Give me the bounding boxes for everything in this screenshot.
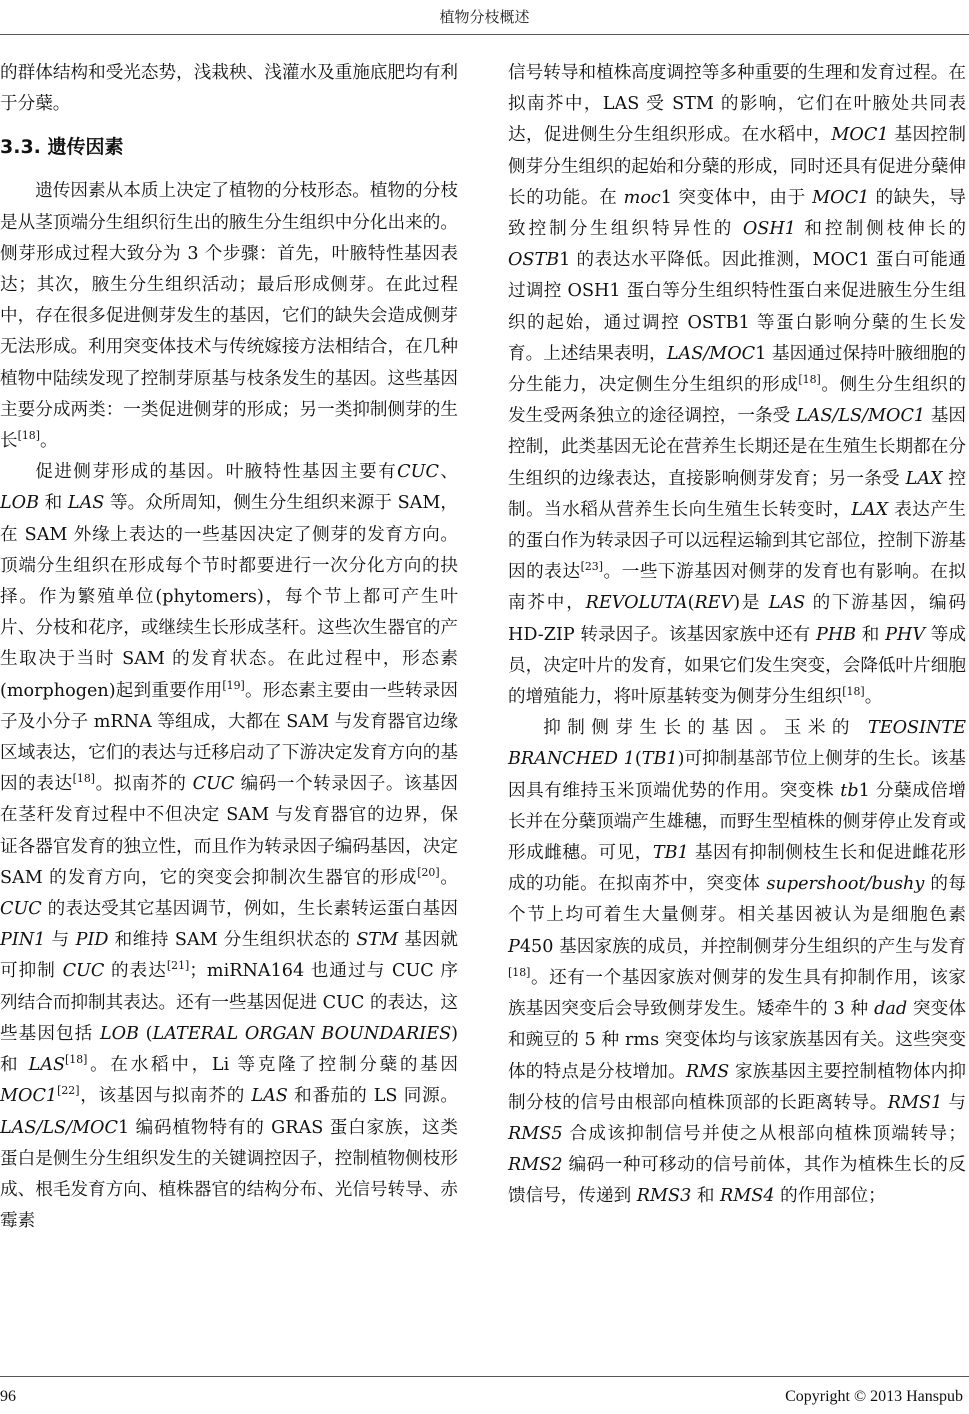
gene-name: LAS/LS/MOC [0, 1117, 118, 1138]
text-span: 1 分蘖成倍增长并在分蘖顶端产生雄穗，而野生型植株的侧芽停止发育或形成雌穗。可见， [508, 780, 966, 864]
citation: [18] [508, 966, 531, 980]
text-span: 的表达 [104, 961, 167, 982]
section-heading: 3.3. 遗传因素 [0, 136, 124, 159]
gene-name: CUC [0, 899, 42, 920]
text-span: 和番茄的 LS 同源。 [287, 1086, 459, 1107]
text-span: 和 [39, 493, 68, 514]
citation: [18] [65, 1053, 88, 1067]
gene-name: RMS4 [720, 1186, 775, 1207]
text-span: 和控制侧枝伸长的 [795, 219, 967, 240]
gene-name: PHV [885, 624, 926, 645]
text-span: 基因控制，此类基因无论在营养生长期还是在生殖生长期都在分生组织的边缘表达，直接影响侧芽发育；另一条受 [508, 406, 966, 489]
gene-name: TB1 [652, 843, 689, 864]
text-span: 。还有一个基因家族对侧芽的发生具有抑制作用，该家族基因突变后会导致侧芽发生。矮牵牛的 3 种 [508, 967, 966, 1020]
gene-name: CUC [397, 462, 439, 483]
gene-name: PHB [815, 624, 857, 645]
text-span: 。在水稻中，Li 等克隆了控制分蘖的基因 [87, 1055, 459, 1076]
text-span: ( [139, 1023, 153, 1044]
gene-name: REVOLUTA [585, 593, 688, 614]
text-span: 的每个节上均可着生大量侧芽。相关基因被认为是细胞色素 [508, 874, 966, 926]
right-column [508, 58, 966, 1213]
paragraph-promoting-genes [0, 457, 458, 1237]
gene-name: LAS [28, 1055, 66, 1076]
text-span: 、 [438, 462, 458, 483]
text-span: 促进侧芽形成的基因。叶腋特性基因主要有 [35, 462, 398, 483]
text-span: )可抑制基部节位上侧芽的生长。该基因具有维持玉米顶端优势的作用。突变株 [508, 749, 966, 801]
gene-name: PIN1 [0, 930, 46, 951]
page-number: 96 [0, 1388, 16, 1405]
text-span: 的表达受其它基因调节，例如，生长素转运蛋白基因 [41, 899, 458, 920]
gene-name: LOB [99, 1023, 139, 1044]
text-span: 抑制侧芽生长的基因。玉米的 [543, 718, 869, 739]
gene-name: LAS [768, 593, 806, 614]
gene-name: LAS [67, 493, 105, 514]
gene-name: LAS [251, 1086, 288, 1107]
text-span: 。拟南芥的 [95, 774, 193, 795]
gene-name: RMS5 [508, 1123, 563, 1144]
text-span: 等成员，决定叶片的发育，如果它们发生突变，会降低叶片细胞的增殖能力，将叶原基转变为侧芽分生组织 [508, 624, 967, 708]
gene-name: LAS/LS/MOC1 [795, 406, 926, 427]
gene-fullname: TEOSINTE BRANCHED 1 [508, 718, 966, 770]
text-span: 1 的表达水平降低。因此推测，MOC1 蛋白可能通过调控 OSH1 蛋白等分生组织特性蛋白来促进腋生分生组织的起始，通过调控 OSTB1 等蛋白影响分蘖的生长发育。上述结果表明， [508, 250, 966, 364]
gene-name: moc [623, 187, 661, 208]
gene-name: LOB [0, 493, 40, 514]
gene-name: REV [694, 593, 734, 614]
header-rule [0, 34, 969, 35]
copyright-notice: Copyright © 2013 Hanspub [785, 1388, 963, 1405]
gene-name: MOC1 [0, 1086, 58, 1107]
footer-rule [0, 1376, 969, 1377]
text-span: 突变体和豌豆的 5 种 rms 突变体均与该家族基因有关。这些突变体的特点是分枝增加。 [508, 999, 966, 1082]
text-span: )是 [733, 593, 769, 614]
text-span: 基因控制侧芽分生组织的起始和分蘖的形成，同时还具有促进分蘖伸长的功能。在 [508, 125, 966, 208]
text-span: ，该基因与拟南芥的 [79, 1086, 252, 1107]
text-span: 的缺失，导致控制分生组织特异性的 [508, 187, 967, 240]
text-span: 1 编码植物特有的 GRAS 蛋白家族，这类蛋白是侧生分生组织发生的关键调控因子，控制植物侧枝形成、根毛发育方向、植株器官的结构分布、光信号转导、赤霉素 [0, 1117, 458, 1232]
citation: [19] [222, 678, 245, 692]
text-span: 1 基因通过保持叶腋细胞的分生能力，决定侧生分生组织的形成 [508, 343, 966, 396]
text-span: 与 [45, 930, 76, 951]
text-span: ；miRNA164 也通过与 CUC 序列结合而抑制其表达。还有一些基因促进 CUC 的表达，这些基因包括 [0, 961, 458, 1044]
paragraph-continuation [0, 58, 458, 120]
text-span: ( [687, 593, 695, 614]
gene-name: tb [840, 780, 859, 801]
text-span: 1 突变体中，由于 [660, 187, 813, 208]
citation: [22] [57, 1084, 80, 1098]
text-span: 与 [942, 1092, 966, 1113]
gene-name: CUC [62, 961, 105, 982]
citation: [18] [842, 685, 865, 699]
gene-name: LAX [905, 468, 943, 489]
gene-name: dad [874, 999, 908, 1020]
text-span: 基因有抑制侧枝生长和促进雌花形成的功能。在拟南芥中，突变体 [508, 843, 966, 895]
text-span: 450 基因家族的成员，并控制侧芽分生组织的产生与发育 [519, 936, 966, 957]
gene-name: TB1 [641, 749, 678, 770]
gene-name: LAX [851, 499, 889, 520]
gene-name: OSTB [508, 250, 560, 271]
gene-name: OSH1 [742, 219, 796, 240]
text-span: 基因就可抑制 [0, 930, 459, 982]
gene-name: STM [356, 930, 399, 951]
paragraph-inhibiting-genes [508, 713, 966, 1212]
text-span: 编码一个转录因子。该基因在茎秆发育过程中不但决定 SAM 与发育器官的边界，保证各器官发育的独立性，而且作为转录因子编码基因，决定 SAM 的发育方向，它的突变会抑制次生器官的形成 [0, 774, 458, 888]
gene-name: CUC [192, 774, 235, 795]
text-span: 遗传因素从本质上决定了植物的分枝形态。植物的分枝是从茎顶端分生组织衍生出的腋生分生组织中分化出来的。侧芽形成过程大致分为 3 个步骤：首先，叶腋特性基因表达；其次，腋生分生组织活动；最后形成侧芽。在此过程中，存在很多促进侧芽发生的基因，它们的缺失会造成侧芽无法形成。利用突变体技术与传统嫁接方法相结合，在几种植物中陆续发现了控制芽原基与枝条发生的基因。这些基因主要分成两类：一类促进侧芽的形成；另一类抑制侧芽的生长 [0, 181, 458, 452]
gene-name: LAS/MOC [666, 343, 756, 364]
gene-name: P [508, 936, 520, 957]
text-span: 和 [856, 624, 886, 645]
text-span: 。 [864, 687, 883, 708]
text-span: 编码一种可移动的信号前体，其作为植株生长的反馈信号，传递到 [508, 1155, 966, 1207]
gene-name: MOC1 [812, 187, 870, 208]
text-span: 等。众所周知，侧生分生组织来源于 SAM，在 SAM 外缘上表达的一些基因决定了侧芽的发育方向。顶端分生组织在形成每个节时都要进行一次分化方向的抉择。作为繁殖单位(phytomers)，每个节上都可产生叶片、分枝和花序，或继续生长形成茎秆。这些次生器官的产生取决于当时 SAM 的发育状态。在此过程中，形态素(morphogen)起到重要作用 [0, 493, 458, 701]
text-span: ( [634, 749, 642, 770]
citation: [18] [72, 772, 96, 786]
text-span: 。 [439, 867, 458, 888]
text-span: 控制。当水稻从营养生长向生殖生长转变时， [508, 468, 966, 520]
text-span: 家族基因主要控制植物体内抑制分枝的信号由根部向植株顶部的长距离转导。 [508, 1061, 966, 1113]
text-span: 信号转导和植株高度调控等多种重要的生理和发育过程。在拟南芥中，LAS 受 STM 的影响，它们在叶腋处共同表达，促进侧生分生组织形成。在水稻中， [508, 63, 966, 146]
citation: [18] [17, 429, 40, 443]
left-column [0, 58, 458, 1237]
gene-name: supershoot/bushy [766, 874, 925, 895]
text-span: 的作用部位； [774, 1186, 886, 1207]
text-span: 。 [40, 431, 58, 452]
citation: [18] [798, 373, 821, 387]
gene-name: PID [75, 930, 109, 951]
text-span: 的群体结构和受光态势，浅栽秧、浅灌水及重施底肥均有利于分蘖。 [0, 63, 458, 115]
gene-name: RMS [685, 1061, 730, 1082]
text-span: )和 [0, 1023, 458, 1076]
text-span: 。形态素主要由一些转录因子及小分子 mRNA 等组成，大都在 SAM 与发育器官边缘区域表达，它们的表达与迁移启动了下游决定发育方向的基因的表达 [0, 680, 458, 795]
citation: [23] [580, 560, 603, 574]
text-span: 合成该抑制信号并使之从根部向植株顶端转导； [562, 1123, 966, 1144]
text-span: 的下游基因，编码 HD-ZIP 转录因子。该基因家族中还有 [508, 593, 966, 645]
running-header-title: 植物分枝概述 [439, 8, 530, 26]
gene-name: RMS1 [887, 1092, 943, 1113]
text-span: 和维持 SAM 分生组织状态的 [108, 930, 357, 951]
gene-name: RMS3 [636, 1186, 692, 1207]
text-span: 。一些下游基因对侧芽的发育也有影响。在拟南芥中， [508, 562, 966, 614]
citation: [20] [417, 866, 440, 880]
gene-fullname: LATERAL ORGAN BOUNDARIES [152, 1023, 452, 1044]
text-span: 表达产生的蛋白作为转录因子可以远程运输到其它部位，控制下游基因的表达 [508, 499, 966, 583]
gene-name: RMS2 [508, 1155, 563, 1176]
paragraph-genetic-factors [0, 176, 458, 457]
paragraph-continuation [508, 58, 966, 713]
text-span: 。侧生分生组织的发生受两条独立的途径调控，一条受 [508, 375, 966, 427]
gene-name: MOC1 [831, 125, 889, 146]
citation: [21] [166, 959, 190, 973]
text-span: 和 [691, 1186, 721, 1207]
